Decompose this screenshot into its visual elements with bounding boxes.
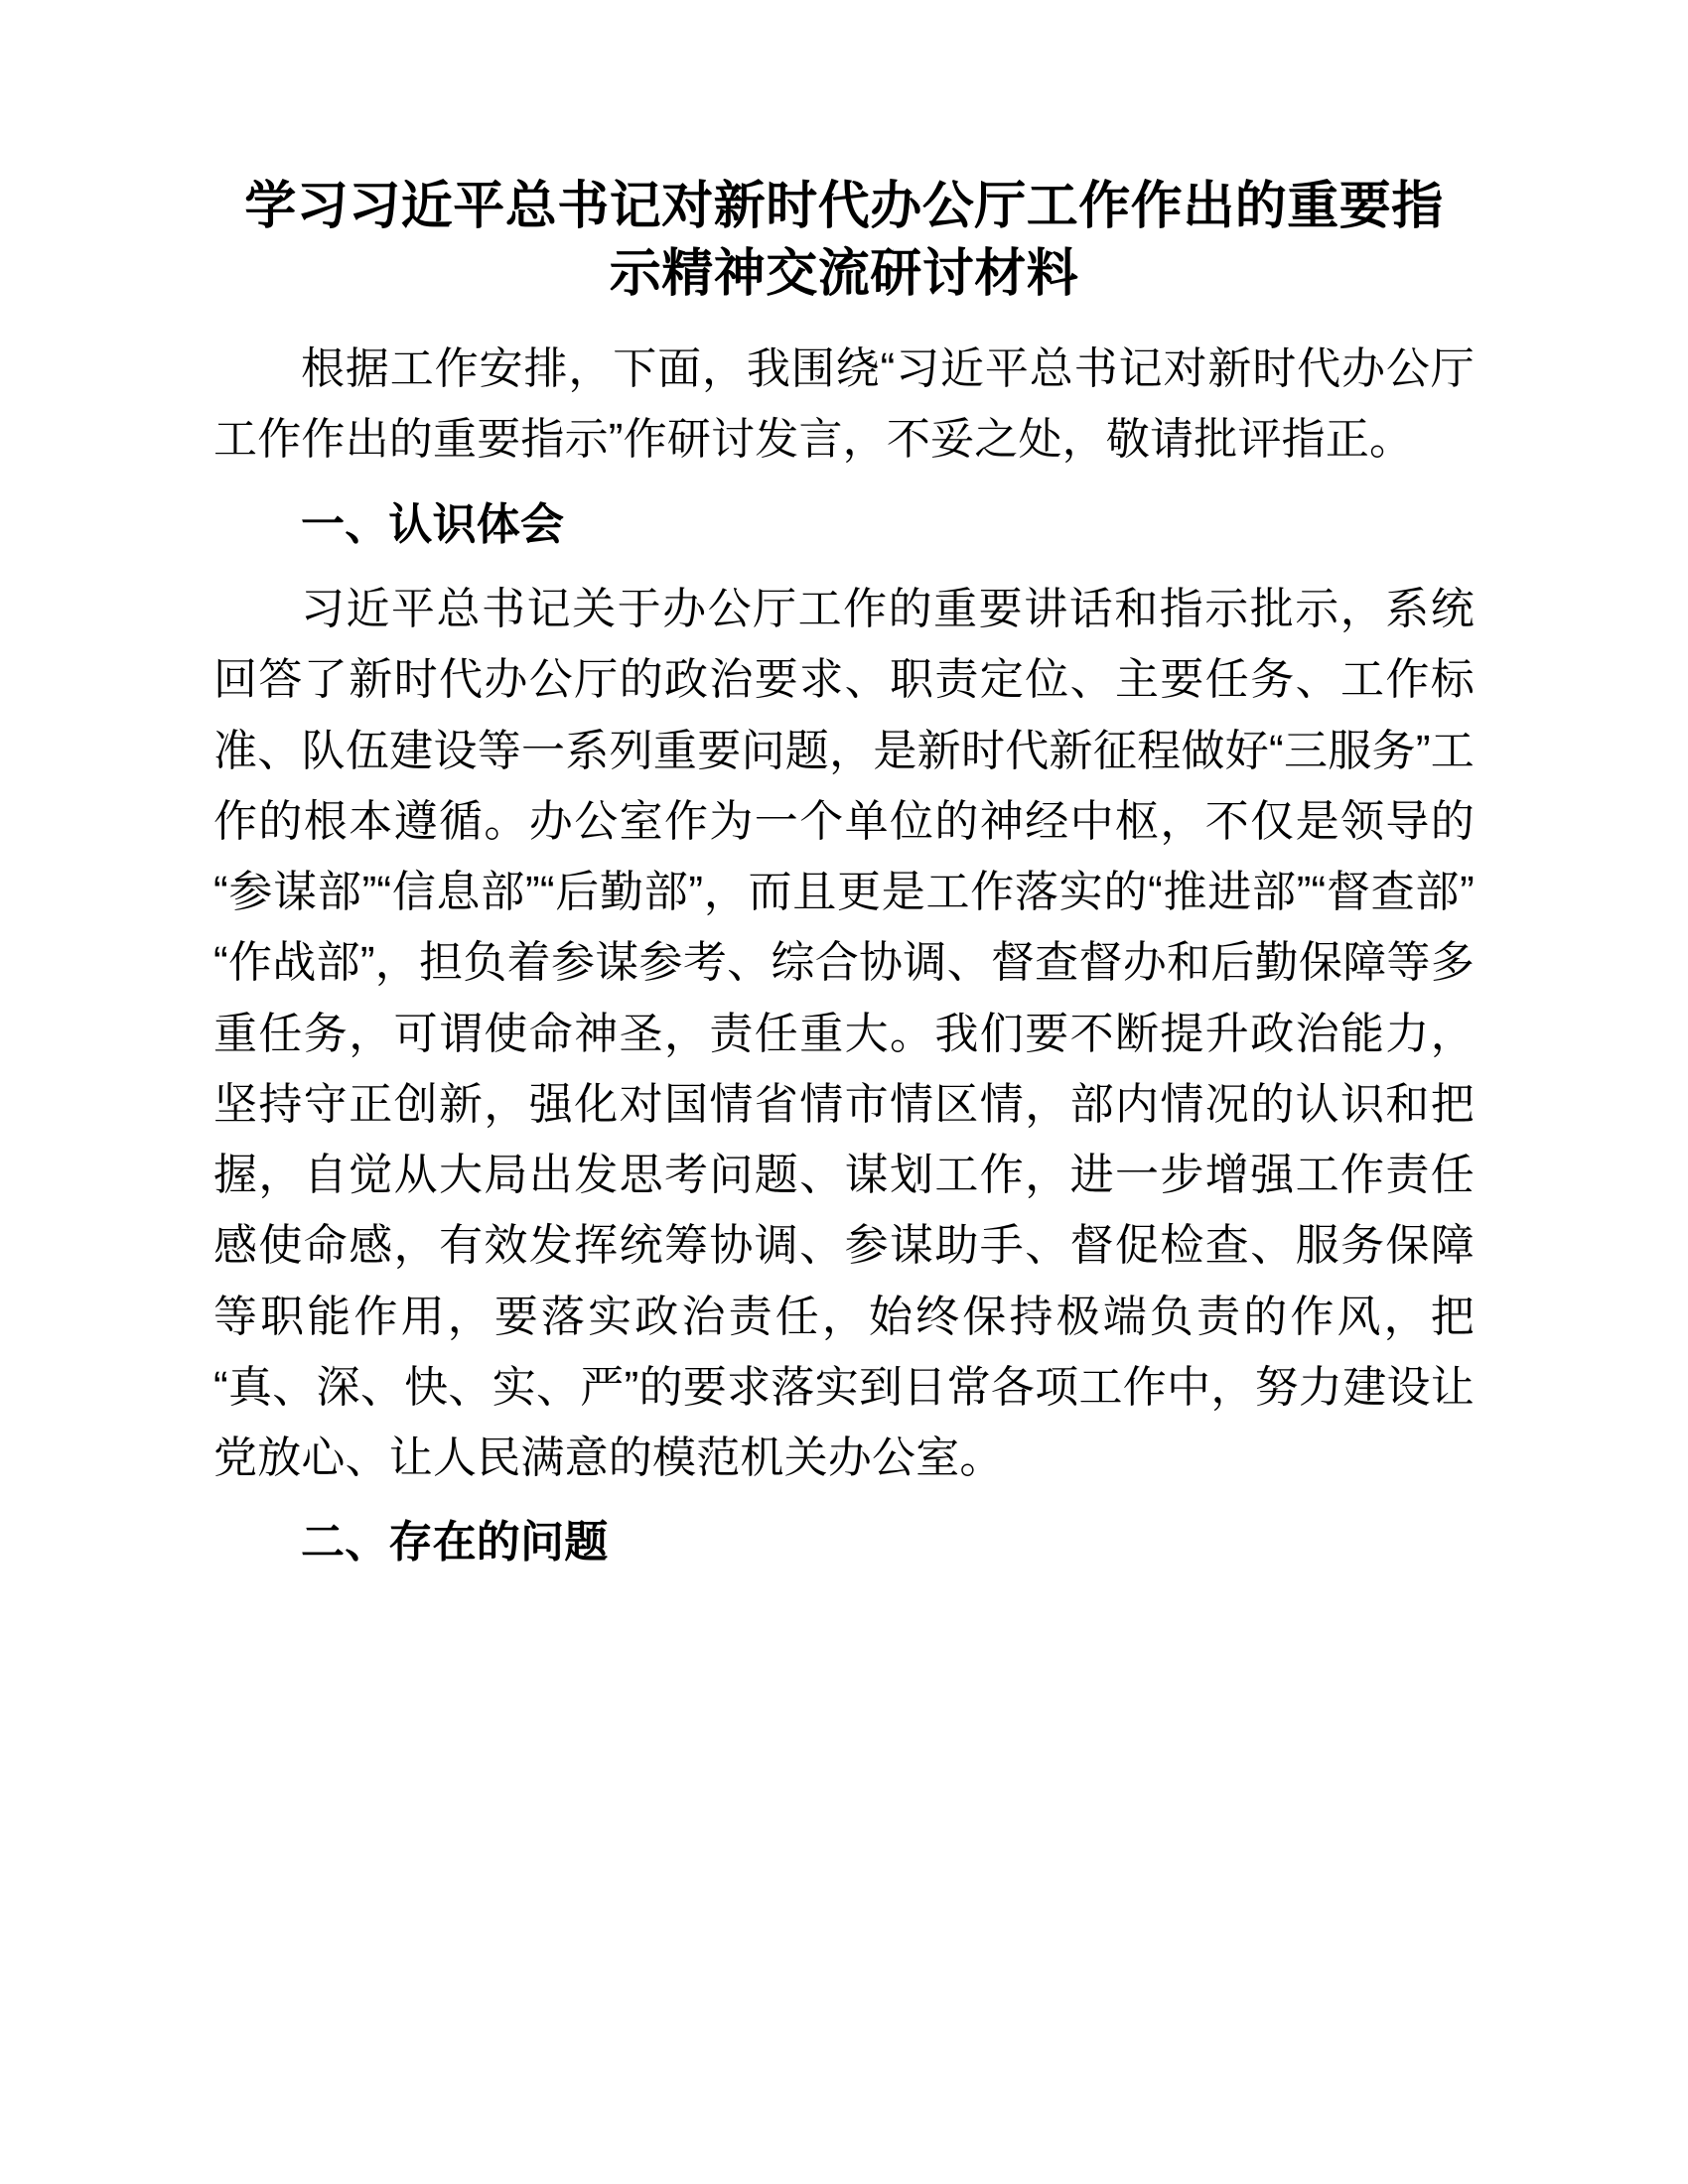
- section-heading-one: 一、认识体会: [301, 499, 565, 549]
- intro-paragraph: 根据工作安排，下面，我围绕“习近平总书记对新时代办公厅工作作出的重要指示”作研讨发言，不妥之处，敬请批评指正。: [213, 344, 1475, 465]
- section-heading-two: 二、存在的问题: [301, 1518, 609, 1568]
- section-one-body: 习近平总书记关于办公厅工作的重要讲话和指示批示，系统回答了新时代办公厅的政治要求、职责定位、主要任务、工作标准、队伍建设等一系列重要问题，是新时代新征程做好“三服务”工作的根本遵循。办公室作为一个单位的神经中枢，不仅是领导的“参谋部”“信息部”“后勤部”，而且更是工作落实的“推进部”“督查部”“作战部”，担负着参谋参考、综合协调、督查督办和后勤保障等多重任务，可谓使命神圣，责任重大。我们要不断提升政治能力，坚持守正创新，强化对国情省情市情区情，部内情况的认识和把握，自觉从大局出发思考问题、谋划工作，进一步增强工作责任感使命感，有效发挥统筹协调、参谋助手、督促检查、服务保障等职能作用，要落实政治责任，始终保持极端负责的作风，把“真、深、快、实、严”的要求落实到日常各项工作中，努力建设让党放心、让人民满意的模范机关办公室。: [213, 584, 1475, 1483]
- page-title: 学习习近平总书记对新时代办公厅工作作出的重要指示精神交流研讨材料: [244, 178, 1444, 303]
